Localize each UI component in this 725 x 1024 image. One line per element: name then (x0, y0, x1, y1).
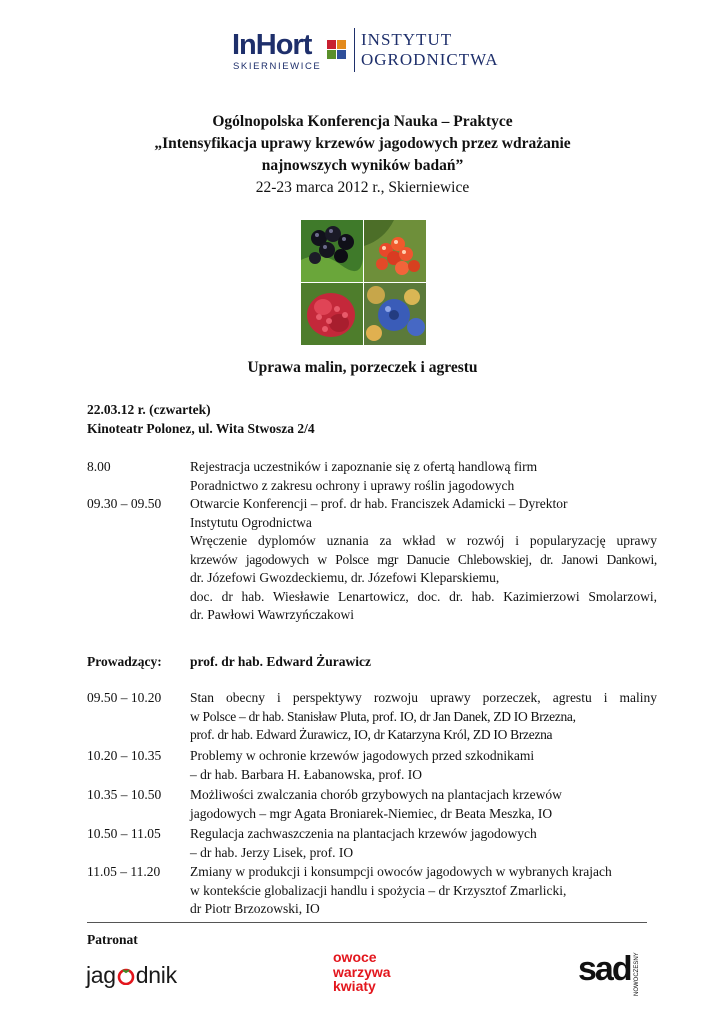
owoce-line: owoce (333, 949, 377, 965)
schedule-line: – dr hab. Jerzy Lisek, prof. IO (190, 844, 354, 860)
schedule-line: Instytutu Ogrodnictwa (190, 514, 312, 530)
schedule-line: prof. dr hab. Edward Żurawicz, IO, dr Katarzyna Król, ZD IO Brzezna (190, 727, 553, 742)
patronat-label: Patronat (87, 932, 138, 947)
logo-institute-name (361, 28, 499, 70)
strawberry-icon (117, 967, 135, 985)
schedule-description (190, 786, 657, 823)
title-line2: „Intensyfikacja uprawy krzewów jagodowych przez wdrażanie (154, 135, 571, 152)
jagodnik-text-b: dnik (135, 962, 177, 988)
title-date-place: 22-23 marca 2012 r., Skierniewice (255, 179, 470, 196)
title-line1: Ogólnopolska Konferencja Nauka – Praktyce (212, 113, 513, 130)
logo-divider (354, 28, 355, 72)
footer-divider (87, 922, 647, 923)
schedule-line: krzewów jagodowych w Polsce mgr Danucie Chlebowskiej, dr. Janowi Dankowi, (190, 551, 657, 567)
schedule-line: Możliwości zwalczania chorób grzybowych na plantacjach krzewów (190, 787, 562, 802)
schedule-line: Zmiany w produkcji i konsumpcji owoców jagodowych w wybranych krajach (190, 864, 612, 879)
schedule-line: Regulacja zachwaszczenia na plantacjach krzewów jagodowych (190, 826, 537, 841)
schedule-line: dr Piotr Brzozowski, IO (190, 901, 320, 916)
logo-right-line1: INSTYTUT (361, 30, 453, 49)
schedule-time: 10.20 – 10.35 (87, 748, 162, 763)
schedule-line: Otwarcie Konferencji – prof. dr hab. Franciszek Adamicki – Dyrektor (190, 496, 568, 511)
institute-logo (232, 28, 499, 72)
schedule-time: 8.00 (87, 459, 111, 474)
jagodnik-logo (86, 962, 177, 989)
conference-title (60, 111, 665, 199)
schedule-time: 10.50 – 11.05 (87, 826, 161, 841)
schedule-line: Stan obecny i perspektywy rozwoju uprawy porzeczek, agrestu i maliny (190, 690, 657, 705)
blueberry-icon (364, 283, 426, 345)
schedule-description (190, 689, 657, 745)
jagodnik-text-a: jag (86, 962, 116, 988)
blackcurrant-icon (301, 220, 363, 282)
schedule-description (190, 747, 657, 784)
schedule-description (190, 458, 657, 495)
schedule-line: – dr hab. Barbara H. Łabanowska, prof. IO (190, 766, 423, 782)
schedule-description (190, 863, 657, 919)
event-venue: Kinoteatr Polonez, ul. Wita Stwosza 2/4 (87, 421, 315, 436)
schedule-time: 11.05 – 11.20 (87, 864, 161, 879)
schedule-line: dr. Pawłowi Wawrzyńczakowi (190, 607, 354, 622)
schedule-line: dr. Józefowi Gwozdeckiemu, dr. Józefowi Kleparskiemu, (190, 570, 500, 585)
schedule-description (190, 825, 657, 862)
schedule-time: 09.50 – 10.20 (87, 690, 162, 705)
schedule-line: Poradnictwo z zakresu ochrony i uprawy roślin jagodowych (190, 477, 515, 493)
moderator-name: prof. dr hab. Edward Żurawicz (190, 654, 372, 669)
schedule-line: Problemy w ochronie krzewów jagodowych przed szkodnikami (190, 748, 535, 763)
moderator-label: Prowadzący: (87, 654, 162, 669)
section-heading: Uprawa malin, porzeczek i agrestu (247, 359, 478, 376)
event-date: 22.03.12 r. (czwartek) (87, 402, 211, 417)
logo-main-text: InHort (232, 29, 312, 61)
schedule-time: 10.35 – 10.50 (87, 787, 162, 802)
raspberry-icon (301, 283, 363, 345)
kwiaty-line: kwiaty (333, 978, 376, 994)
logo-squares-icon (327, 40, 347, 60)
schedule-line: w kontekście globalizacji handlu i spożycia – dr Krzysztof Zmarlicki, (190, 882, 567, 898)
schedule-line: w Polsce – dr hab. Stanisław Pluta, prof. IO, dr Jan Danek, ZD IO Brzezna, (190, 708, 576, 724)
schedule-line: jagodowych – mgr Agata Broniarek-Niemiec, dr Beata Meszka, IO (190, 805, 553, 821)
schedule-line: Rejestracja uczestników i zapoznanie się z ofertą handlową firm (190, 459, 538, 474)
schedule-time: 09.30 – 09.50 (87, 496, 162, 511)
logo-right-line2: OGRODNICTWA (361, 50, 499, 69)
schedule-line: doc. dr hab. Wiesławie Lenartowicz, doc. dr. hab. Kazimierzowi Smolarzowi, (190, 588, 657, 604)
inhort-logo (232, 28, 350, 72)
schedule-description (190, 495, 657, 625)
sad-logo: sad (578, 950, 631, 988)
schedule-line: Wręczenie dyplomów uznania za wkład w rozwój i popularyzację uprawy (190, 533, 657, 548)
redcurrant-icon (364, 220, 426, 282)
title-line3: najnowszych wyników badań” (261, 157, 464, 174)
logo-subtext: SKIERNIEWICE (233, 61, 322, 72)
sad-logo-subtitle: NOWOCZESNY (634, 952, 640, 996)
warzywa-line: warzywa (333, 963, 391, 980)
owoce-warzywa-kwiaty-logo (333, 950, 391, 994)
